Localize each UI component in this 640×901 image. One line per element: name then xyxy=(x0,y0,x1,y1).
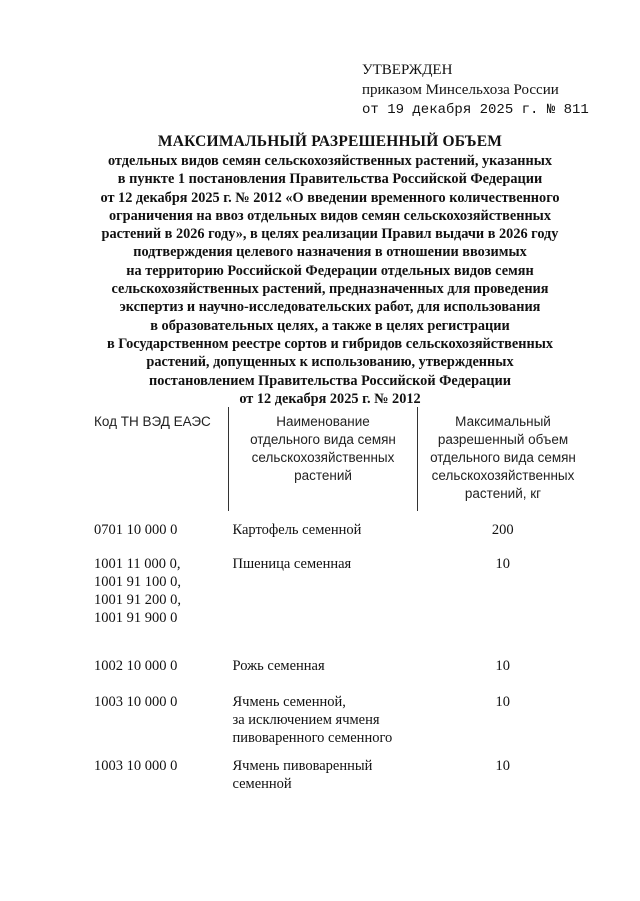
code-line: 1003 10 000 0 xyxy=(94,758,178,774)
table-row xyxy=(88,511,588,541)
name-line: Рожь семенная xyxy=(232,658,325,674)
heading-line: на территорию Российской Федерации отдельных видов семян xyxy=(126,262,534,279)
name-line: Картофель семенной xyxy=(232,522,362,538)
name-line: пивоваренного семенного xyxy=(232,730,393,746)
header-volume-line: Максимальный xyxy=(455,414,551,429)
row-volume: 200 xyxy=(491,522,514,538)
table-row xyxy=(88,675,588,747)
header-volume-line: сельскохозяйственных xyxy=(431,468,575,483)
approval-title: УТВЕРЖДЕН xyxy=(362,62,453,78)
heading-line: в Государственном реестре сортов и гибридов сельскохозяйственных xyxy=(106,335,554,352)
heading-line: ограничения на ввоз отдельных видов семян сельскохозяйственных xyxy=(108,207,551,224)
heading-line: растений, допущенных к использованию, утвержденных xyxy=(146,354,514,371)
document-heading xyxy=(40,132,620,408)
approval-block xyxy=(362,60,589,120)
name-line: Пшеница семенная xyxy=(232,556,352,572)
document-title: МАКСИМАЛЬНЫЙ РАЗРЕШЕННЫЙ ОБЪЕМ xyxy=(157,133,503,150)
approval-date: от 19 декабря 2025 г. № 811 xyxy=(362,102,589,118)
seed-volume-table xyxy=(88,407,588,793)
table-row xyxy=(88,627,588,675)
heading-line: в образовательных целях, а также в целях регистрации xyxy=(150,317,510,334)
heading-line: от 12 декабря 2025 г. № 2012 xyxy=(239,390,421,407)
header-volume xyxy=(418,407,589,511)
row-code xyxy=(88,675,229,747)
name-line: Ячмень семенной, xyxy=(232,694,346,710)
row-code xyxy=(88,627,229,675)
code-line: 1001 91 200 0, xyxy=(94,592,181,608)
header-volume-line: растений, кг xyxy=(464,486,542,501)
row-name xyxy=(229,675,418,747)
table-row xyxy=(88,747,588,793)
heading-line: отдельных видов семян сельскохозяйственных растений, указанных xyxy=(107,153,553,169)
heading-line: постановлением Правительства Российской Федерации xyxy=(149,372,511,389)
heading-line: в пункте 1 постановления Правительства Российской Федерации xyxy=(117,171,543,188)
approval-order: приказом Минсельхоза России xyxy=(362,82,559,98)
row-name xyxy=(229,511,418,541)
header-name xyxy=(229,407,418,511)
code-line: 1003 10 000 0 xyxy=(94,694,178,710)
name-line: семенной xyxy=(232,776,292,792)
heading-line: экспертиз и научно-исследовательских работ, для использования xyxy=(119,299,541,316)
code-line: 1001 91 900 0 xyxy=(94,610,178,626)
table-header-row xyxy=(88,407,588,511)
code-line: 0701 10 000 0 xyxy=(94,522,178,538)
header-name-line: отдельного вида семян xyxy=(250,432,396,447)
row-name xyxy=(229,627,418,675)
row-volume: 10 xyxy=(495,758,510,774)
heading-line: растений в 2026 году», в целях реализации Правил выдачи в 2026 году xyxy=(101,226,559,243)
row-code xyxy=(88,511,229,541)
row-code xyxy=(88,747,229,793)
row-code xyxy=(88,541,229,627)
row-name xyxy=(229,541,418,627)
code-line: 1001 91 100 0, xyxy=(94,574,181,590)
row-name xyxy=(229,747,418,793)
header-name-line: Наименование xyxy=(276,414,370,429)
header-name-line: растений xyxy=(294,468,352,483)
header-code: Код ТН ВЭД ЕАЭС xyxy=(88,407,229,511)
row-volume: 10 xyxy=(495,658,510,674)
code-line: 1001 11 000 0, xyxy=(94,556,181,572)
row-volume: 10 xyxy=(495,556,510,572)
table-row xyxy=(88,541,588,627)
heading-line: от 12 декабря 2025 г. № 2012 «О введении временного количественного xyxy=(100,189,560,206)
heading-line: сельскохозяйственных растений, предназначенных для проведения xyxy=(111,281,549,298)
header-volume-line: отдельного вида семян xyxy=(430,450,576,465)
name-line: за исключением ячменя xyxy=(232,712,380,728)
header-volume-line: разрешенный объем xyxy=(437,432,569,447)
header-name-line: сельскохозяйственных xyxy=(251,450,395,465)
name-line: Ячмень пивоваренный xyxy=(232,758,373,774)
code-line: 1002 10 000 0 xyxy=(94,658,178,674)
row-volume: 10 xyxy=(495,694,510,710)
heading-line: подтверждения целевого назначения в отношении ввозимых xyxy=(133,244,527,261)
